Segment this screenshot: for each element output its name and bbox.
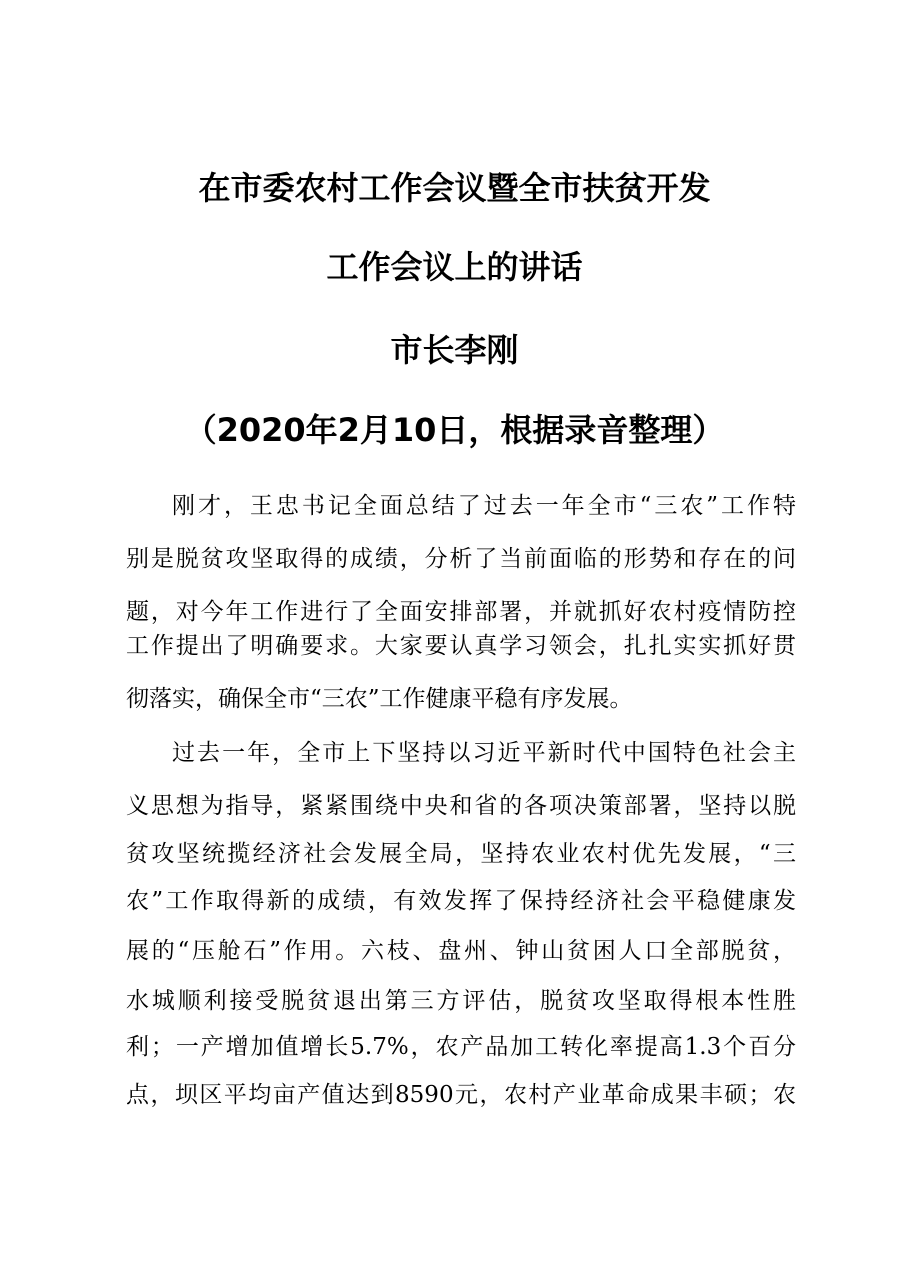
- paragraph-2-line: 过去一年，全市上下坚持以习近平新时代中国特色社会主: [172, 740, 796, 766]
- paragraph-1-line: 别是脱贫攻坚取得的成绩，分析了当前面临的形势和存在的问: [126, 546, 796, 572]
- date-note: （2020年2月10日，根据录音整理）: [184, 411, 725, 449]
- paragraph-2-line: 农”工作取得新的成绩，有效发挥了保持经济社会平稳健康发: [126, 888, 796, 914]
- speaker-name: 市长李刚: [390, 331, 519, 369]
- paragraph-1-line: 刚才，王忠书记全面总结了过去一年全市“三农”工作特: [172, 493, 796, 519]
- paragraph-2-line: 水城顺利接受脱贫退出第三方评估，脱贫攻坚取得根本性胜: [126, 988, 796, 1014]
- paragraph-1-line: 题，对今年工作进行了全面安排部署，并就抓好农村疫情防控: [126, 599, 796, 625]
- paragraph-2-line: 展的“压舱石”作用。六枝、盘州、钟山贫困人口全部脱贫，: [126, 938, 796, 964]
- paragraph-1-line: 彻落实，确保全市“三农”工作健康平稳有序发展。: [126, 686, 633, 712]
- paragraph-2-line: 贫攻坚统揽经济社会发展全局，坚持农业农村优先发展，“三: [126, 841, 796, 867]
- paragraph-1-line: 工作提出了明确要求。大家要认真学习领会，扎扎实实抓好贯: [126, 633, 796, 659]
- paragraph-2-line: 利；一产增加值增长5.7%，农产品加工转化率提高1.3个百分: [126, 1034, 796, 1060]
- paragraph-2-line: 点，坝区平均亩产值达到8590元，农村产业革命成果丰硕；农: [126, 1082, 796, 1108]
- document-title-line-1: 在市委农村工作会议暨全市扶贫开发: [198, 169, 711, 207]
- document-title-line-2: 工作会议上的讲话: [326, 248, 583, 286]
- paragraph-2-line: 义思想为指导，紧紧围绕中央和省的各项决策部署，坚持以脱: [126, 793, 796, 819]
